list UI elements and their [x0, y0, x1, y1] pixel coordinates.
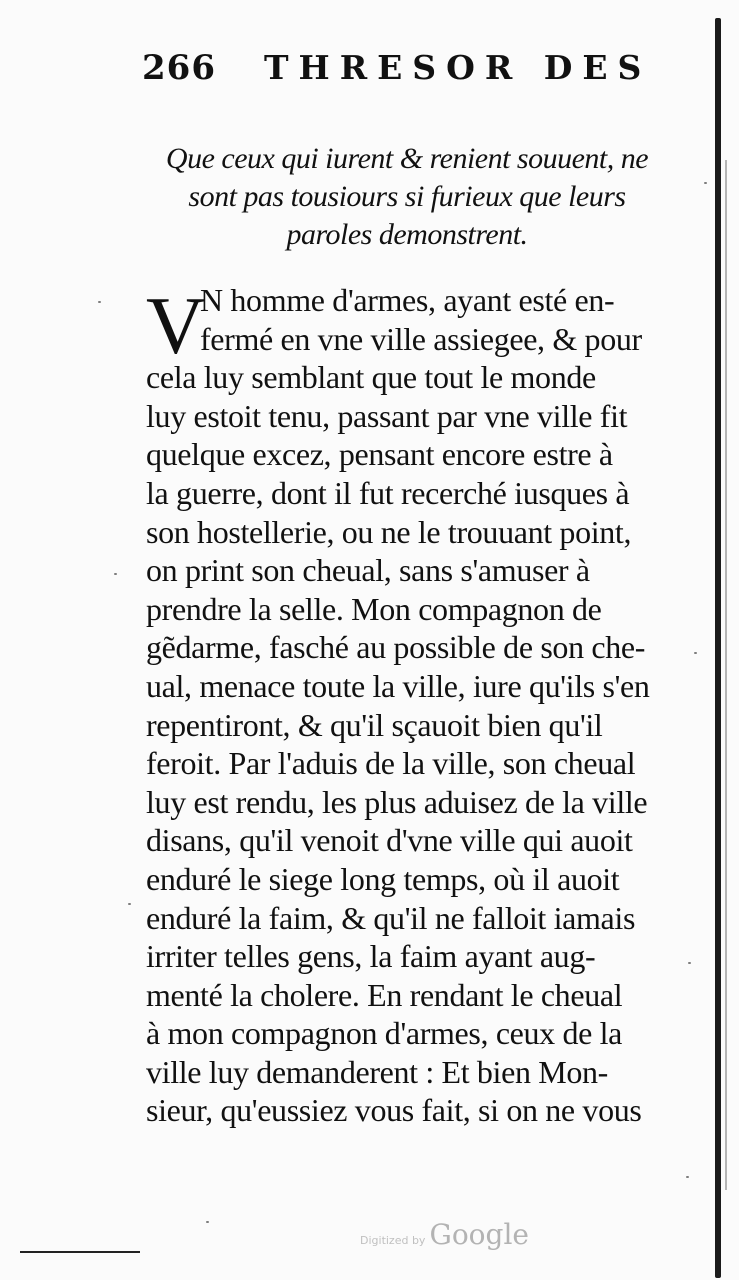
drop-cap: V [146, 280, 206, 371]
print-speck [128, 903, 131, 905]
digitized-watermark [360, 1218, 529, 1251]
watermark-small-text: Digitized by [360, 1234, 426, 1247]
print-speck [686, 1176, 689, 1178]
text-line: N homme d'armes, ayant esté en- [200, 282, 615, 318]
text-line: feroit. Par l'aduis de la ville, son cheual [146, 745, 636, 782]
bottom-rule [20, 1251, 140, 1253]
heading-line: paroles demonstrent. [286, 218, 528, 251]
text-line: gẽdarme, fasché au possible de son che- [146, 629, 646, 666]
text-line: enduré le siege long temps, où il auoit [146, 860, 620, 897]
text-line: luy estoit tenu, passant par vne ville fit [146, 397, 628, 434]
text-line: son hostellerie, ou ne le trouuant point, [146, 513, 632, 550]
print-speck [114, 573, 117, 575]
print-speck [704, 182, 707, 184]
text-line: luy est rendu, les plus aduisez de la ville [146, 783, 648, 820]
text-line: disans, qu'il venoit d'vne ville qui auoit [146, 822, 633, 859]
page-number: 266 [142, 48, 216, 88]
text-line: enduré la faim, & qu'il ne falloit iamais [146, 899, 636, 936]
heading-line: Que ceux qui iurent & renient souuent, ne [165, 142, 649, 175]
heading-line: sont pas tousiours si furieux que leurs [188, 180, 626, 213]
text-line: ville luy demanderent : Et bien Mon- [146, 1053, 608, 1090]
text-line: fermé en vne ville assiegee, & pour [200, 320, 642, 357]
text-line: ual, menace toute la ville, iure qu'ils s'en [146, 667, 650, 704]
google-watermark: Google [429, 1218, 529, 1251]
text-line: menté la cholere. En rendant le cheual [146, 976, 623, 1013]
text-line: irriter telles gens, la faim ayant aug- [146, 938, 596, 975]
text-line: repentiront, & qu'il sçauoit bien qu'il [146, 706, 603, 743]
text-line: la guerre, dont il fut recerché iusques à [146, 474, 630, 511]
text-line: quelque excez, pensant encore estre à [146, 436, 613, 473]
text-line: cela luy semblant que tout le monde [146, 359, 596, 396]
print-speck [206, 1221, 209, 1223]
running-title: THRESOR DES [263, 48, 652, 87]
text-line: sieur, qu'eussiez vous fait, si on ne vous [146, 1092, 642, 1129]
page-header [142, 48, 662, 108]
page-binding-edge [715, 18, 721, 1278]
text-line: à mon compagnon d'armes, ceux de la [146, 1015, 623, 1052]
text-line: on print son cheual, sans s'amuser à [146, 552, 590, 589]
print-speck [688, 962, 691, 964]
section-heading [146, 140, 668, 254]
text-line: prendre la selle. Mon compagnon de [146, 590, 602, 627]
page-shadow-edge [725, 160, 727, 1190]
body-text [146, 281, 668, 1130]
print-speck [98, 301, 101, 303]
print-speck [694, 652, 697, 654]
